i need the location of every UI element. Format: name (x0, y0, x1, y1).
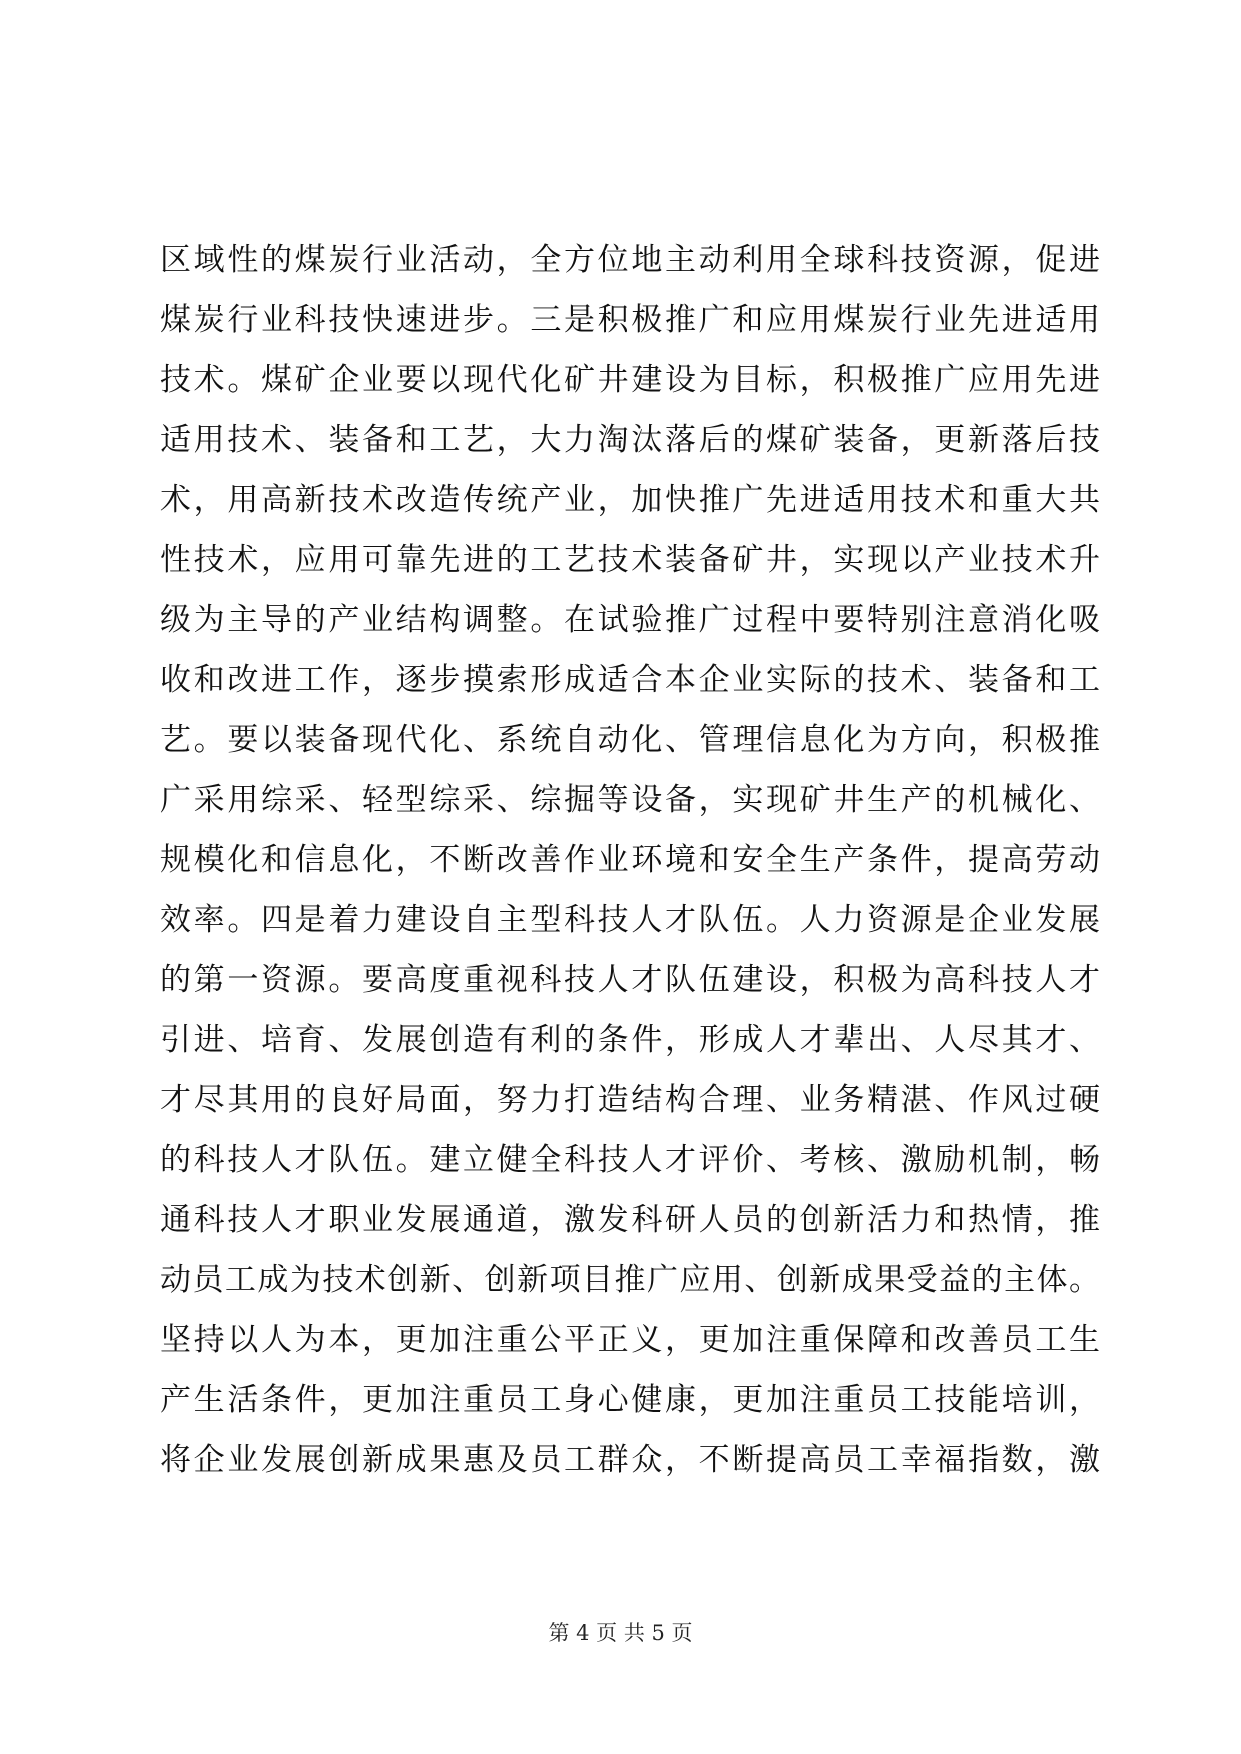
text-line: 的科技人才队伍。建立健全科技人才评价、考核、激励机制，畅 (160, 1142, 1100, 1178)
text-line: 煤炭行业科技快速进步。三是积极推广和应用煤炭行业先进适用 (160, 302, 1100, 338)
text-line: 级为主导的产业结构调整。在试验推广过程中要特别注意消化吸 (160, 602, 1100, 638)
text-line: 产生活条件，更加注重员工身心健康，更加注重员工技能培训， (160, 1382, 1100, 1418)
text-line: 将企业发展创新成果惠及员工群众，不断提高员工幸福指数，激 (160, 1442, 1100, 1478)
page-number-footer: 第 4 页 共 5 页 (548, 1621, 693, 1645)
text-line: 区域性的煤炭行业活动，全方位地主动利用全球科技资源，促进 (160, 242, 1100, 278)
text-line: 的第一资源。要高度重视科技人才队伍建设，积极为高科技人才 (160, 962, 1100, 998)
text-line: 技术。煤矿企业要以现代化矿井建设为目标，积极推广应用先进 (160, 362, 1100, 398)
text-line: 通科技人才职业发展通道，激发科研人员的创新活力和热情，推 (160, 1202, 1100, 1238)
text-line: 适用技术、装备和工艺，大力淘汰落后的煤矿装备，更新落后技 (160, 422, 1100, 458)
text-line: 术，用高新技术改造传统产业，加快推广先进适用技术和重大共 (160, 482, 1100, 518)
text-line: 效率。四是着力建设自主型科技人才队伍。人力资源是企业发展 (160, 902, 1100, 938)
text-line: 才尽其用的良好局面，努力打造结构合理、业务精湛、作风过硬 (160, 1082, 1100, 1118)
text-line: 广采用综采、轻型综采、综掘等设备，实现矿井生产的机械化、 (160, 782, 1100, 818)
text-line: 艺。要以装备现代化、系统自动化、管理信息化为方向，积极推 (160, 722, 1100, 758)
text-line: 收和改进工作，逐步摸索形成适合本企业实际的技术、装备和工 (160, 662, 1100, 698)
text-line: 性技术，应用可靠先进的工艺技术装备矿井，实现以产业技术升 (160, 542, 1100, 578)
body-paragraph (160, 230, 1100, 1490)
text-line: 坚持以人为本，更加注重公平正义，更加注重保障和改善员工生 (160, 1322, 1100, 1358)
text-line: 规模化和信息化，不断改善作业环境和安全生产条件，提高劳动 (160, 842, 1100, 878)
text-line: 动员工成为技术创新、创新项目推广应用、创新成果受益的主体。 (160, 1262, 1100, 1298)
text-line: 引进、培育、发展创造有利的条件，形成人才辈出、人尽其才、 (160, 1022, 1100, 1058)
